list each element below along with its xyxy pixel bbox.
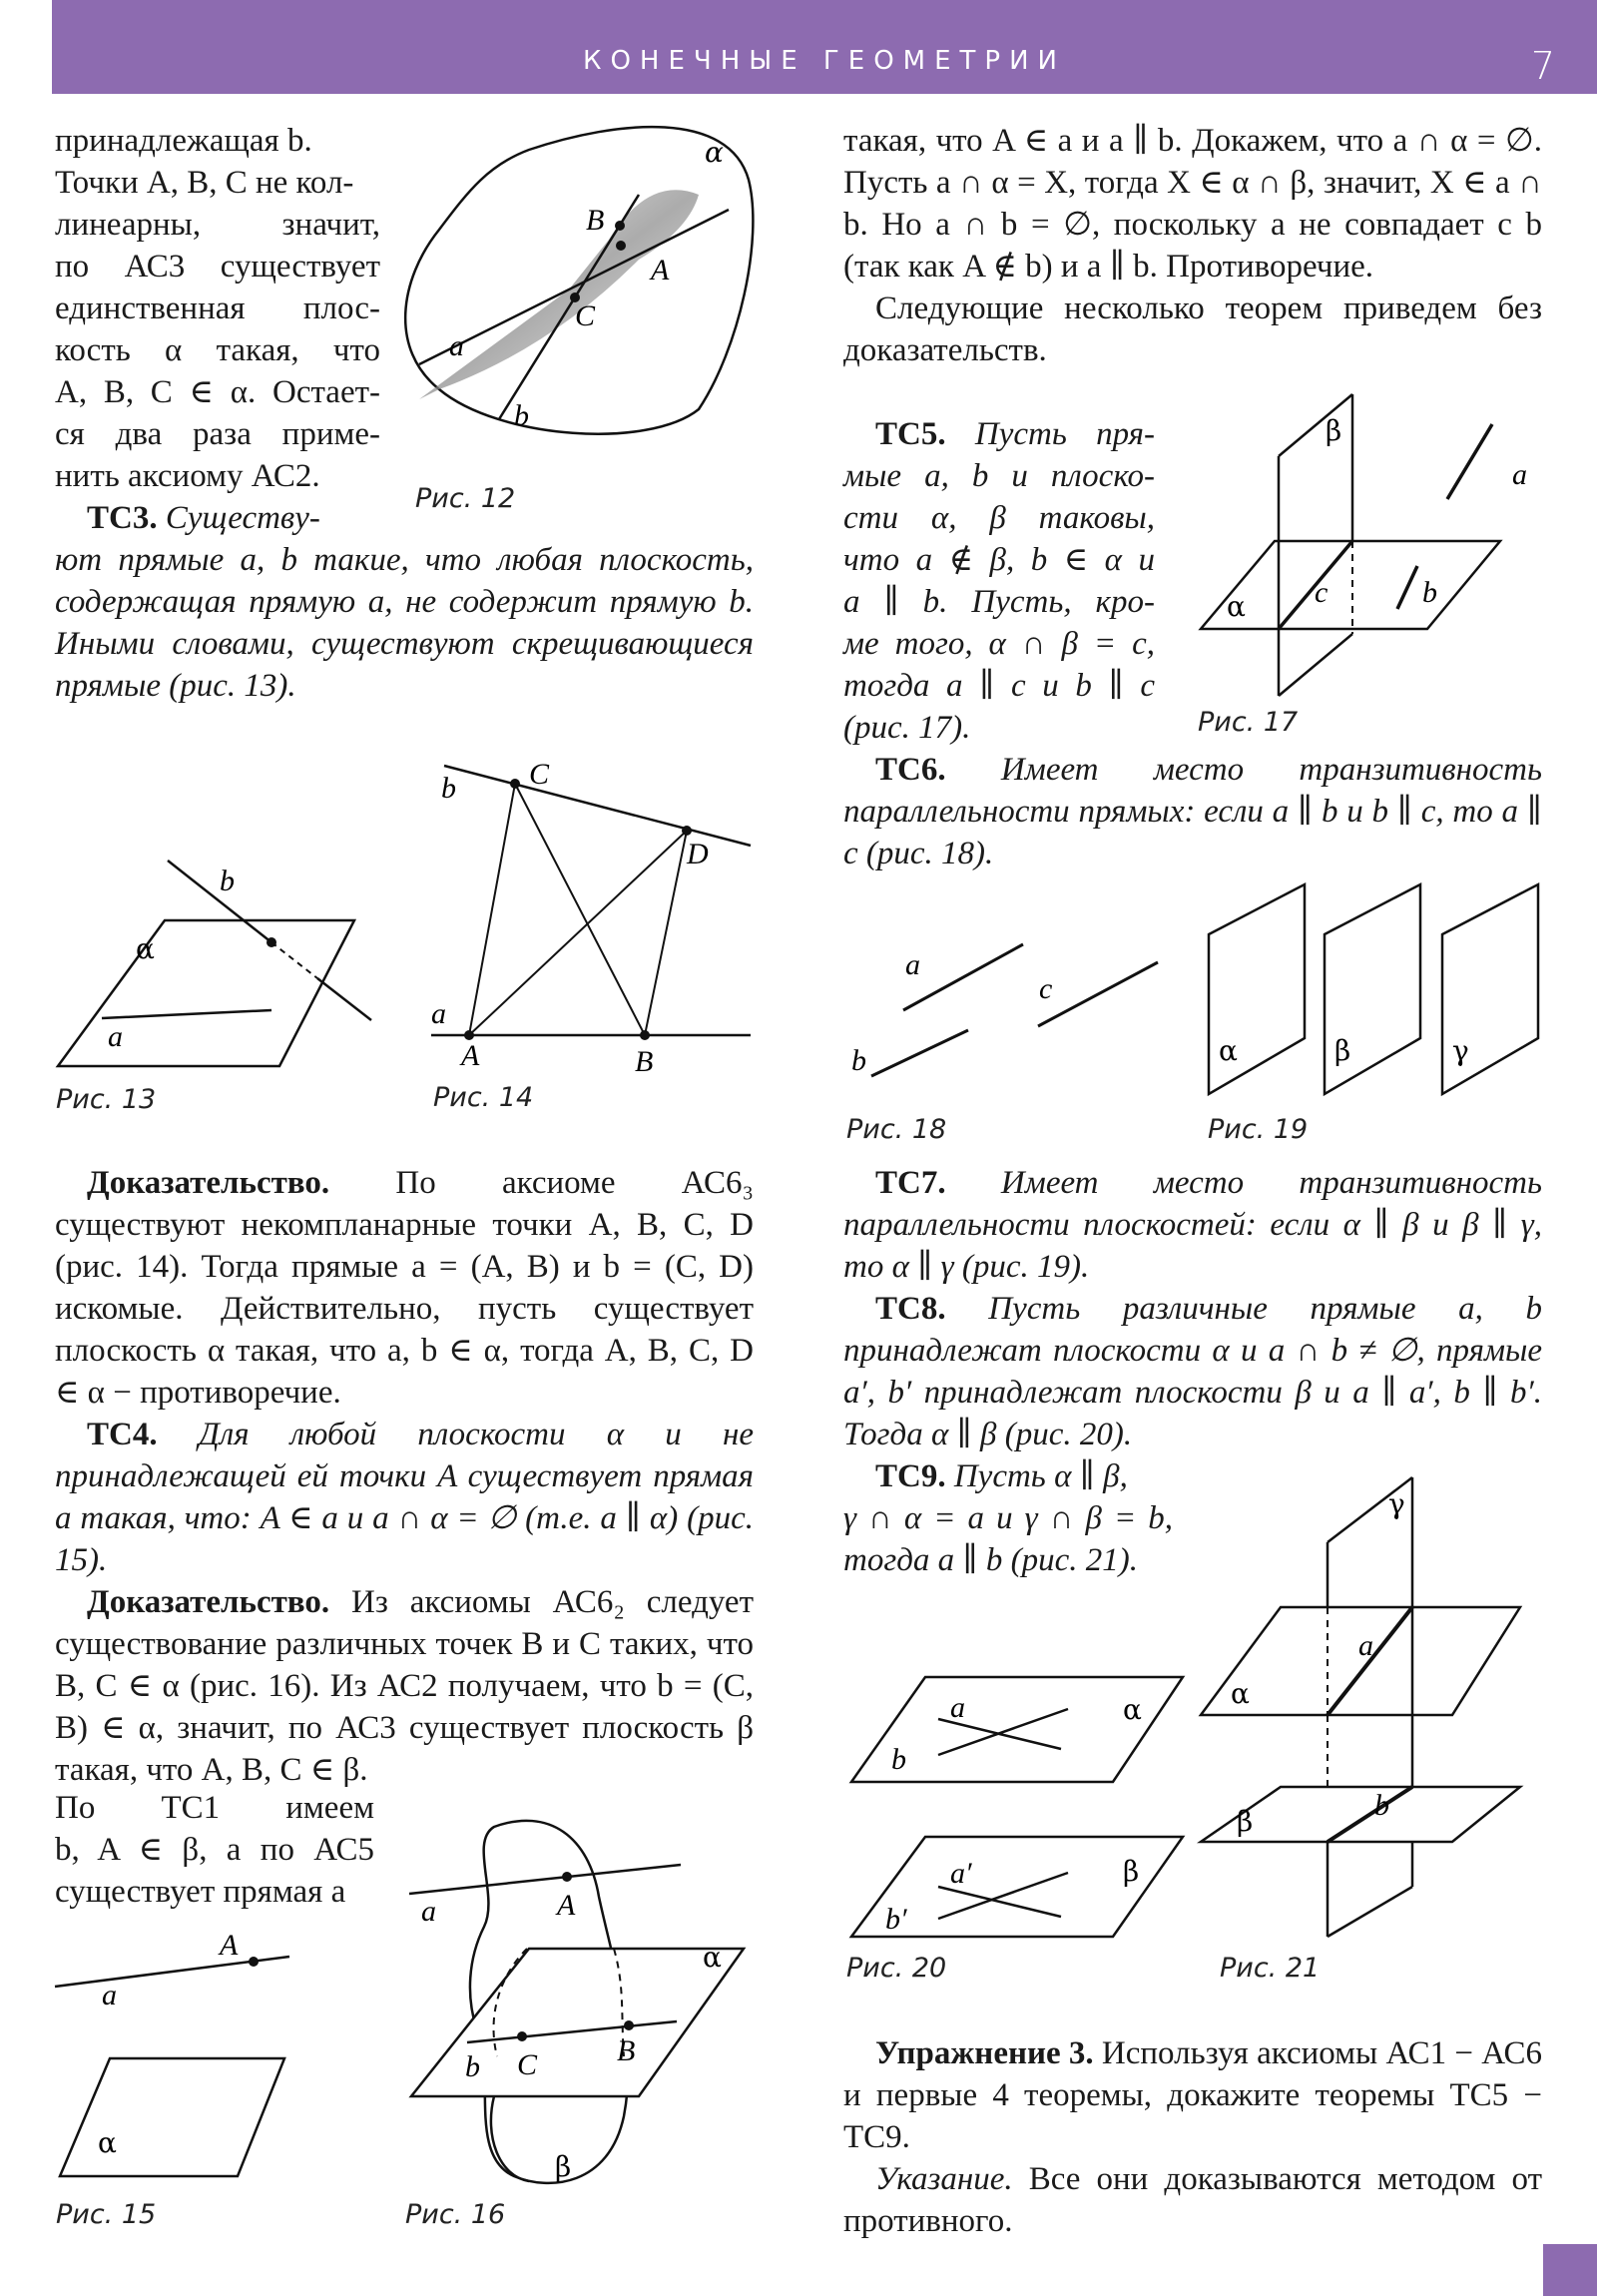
text-line: принадлежащая b. bbox=[55, 123, 312, 159]
text-line: по АС3 существует bbox=[55, 249, 380, 285]
label-a: a bbox=[950, 1691, 965, 1724]
label-C: C bbox=[575, 299, 596, 332]
label-beta: β bbox=[1123, 1855, 1140, 1888]
figure-18 bbox=[843, 938, 1173, 1098]
text-line: единственная плос- bbox=[55, 290, 380, 326]
label-C: C bbox=[529, 758, 550, 791]
theorem-text: Для любой плоскости α и не принадлежащей ей точки A существует прямая a такая, что: A ∈ a и a ∩ α = ∅ (т.е. a ∥ α) (рис. 15). bbox=[55, 1417, 755, 1578]
exercise-paragraph bbox=[843, 2032, 1542, 2242]
corner-tab bbox=[1543, 2244, 1597, 2296]
text-line: Точки A, B, C не кол- bbox=[55, 165, 354, 201]
label-a: a bbox=[905, 948, 920, 981]
label-alpha: α bbox=[1123, 1693, 1142, 1726]
figure-17 bbox=[1193, 384, 1552, 704]
line-c bbox=[1038, 962, 1158, 1026]
text-line: кость α такая, что bbox=[55, 332, 380, 368]
text-line: ме того, α ∩ β = c, bbox=[843, 626, 1155, 662]
theorem-label: ТС4. bbox=[87, 1417, 158, 1452]
label-D: D bbox=[687, 838, 709, 870]
text-line: нить аксиому АС2. bbox=[55, 458, 320, 494]
label-B: B bbox=[617, 2034, 636, 2067]
label-a-prime: a′ bbox=[950, 1857, 972, 1890]
left-intro-paragraph bbox=[55, 120, 380, 497]
line-b bbox=[317, 978, 371, 1020]
text-line: существует прямая a bbox=[55, 1874, 346, 1910]
text-line: линеарны, значит, bbox=[55, 207, 380, 243]
text-line: что a ∉ β, b ∈ α и bbox=[843, 542, 1155, 578]
figure-14 bbox=[429, 754, 759, 1083]
label-a: a bbox=[108, 1020, 123, 1053]
label-b: b bbox=[851, 1044, 866, 1077]
point-a bbox=[616, 241, 626, 251]
tc5-paragraph bbox=[843, 413, 1155, 749]
plane-alpha bbox=[58, 920, 354, 1066]
line-a bbox=[1447, 424, 1492, 499]
text-line: Пусть пря- bbox=[974, 416, 1155, 452]
label-A: A bbox=[461, 1039, 480, 1072]
line-b-hidden bbox=[271, 942, 317, 978]
theorem-text: Имеет место транзитивность параллельности плоскостей: если α ∥ β и β ∥ γ, то α ∥ γ (рис. 19). bbox=[843, 1165, 1543, 1285]
label-beta: β bbox=[1334, 1034, 1351, 1067]
tc7-tc8-paragraph bbox=[843, 1162, 1542, 1455]
label-a: a bbox=[421, 1895, 436, 1928]
text-line: (рис. 17). bbox=[843, 710, 971, 746]
exercise-text: Используя аксиомы АС1 − АС6 и первые 4 теоремы, докажите теоремы ТС5 − ТС9. bbox=[843, 2035, 1542, 2155]
theorem-label: ТС7. bbox=[875, 1165, 946, 1201]
caption-fig17: Рис. 17 bbox=[1198, 707, 1299, 738]
line-a bbox=[102, 1010, 271, 1018]
point-c bbox=[517, 2031, 527, 2041]
label-A: A bbox=[220, 1929, 239, 1962]
point-a bbox=[249, 1957, 259, 1967]
line-b bbox=[444, 766, 751, 846]
running-title: КОНЕЧНЫЕ ГЕОМЕТРИИ bbox=[583, 46, 1066, 76]
page-number: 7 bbox=[1530, 44, 1555, 88]
text-line: b, A ∈ β, а по АС5 bbox=[55, 1832, 374, 1868]
caption-fig14: Рис. 14 bbox=[433, 1082, 534, 1113]
label-c: c bbox=[1039, 972, 1053, 1005]
point-b bbox=[615, 221, 625, 231]
label-a: a bbox=[449, 329, 464, 362]
theorem-label: ТС6. bbox=[875, 752, 946, 788]
label-c: c bbox=[1315, 576, 1329, 609]
line-a bbox=[409, 1865, 681, 1894]
theorem-label: ТС5. bbox=[875, 416, 946, 452]
label-b: b bbox=[1422, 576, 1437, 609]
line-a bbox=[903, 944, 1023, 1010]
label-beta: β bbox=[1237, 1805, 1254, 1838]
label-beta: β bbox=[555, 2150, 572, 2183]
label-b: b bbox=[441, 772, 456, 805]
point-a bbox=[562, 1872, 572, 1882]
caption-fig13: Рис. 13 bbox=[56, 1084, 157, 1115]
caption-fig16: Рис. 16 bbox=[405, 2199, 506, 2230]
label-gamma: γ bbox=[1452, 1034, 1469, 1067]
text-line: сти α, β таковы, bbox=[843, 500, 1155, 536]
text-line: По ТС1 имеем bbox=[55, 1790, 374, 1826]
text-line: ся два раза приме- bbox=[55, 416, 380, 452]
text-line: тогда a ∥ b (рис. 21). bbox=[843, 1542, 1139, 1578]
text-line: тогда a ∥ c и b ∥ c bbox=[843, 668, 1155, 704]
label-a: a bbox=[431, 997, 446, 1030]
plane-beta-outline bbox=[491, 2096, 529, 2181]
line-a bbox=[419, 210, 729, 364]
exercise-label: Упражнение 3. bbox=[875, 2035, 1094, 2071]
hint-label: Указание. bbox=[875, 2161, 1013, 2197]
label-alpha: α bbox=[1227, 590, 1246, 623]
label-b: b bbox=[465, 2050, 480, 2083]
plane-gamma-edge bbox=[1328, 1887, 1412, 1937]
label-a: a bbox=[1358, 1629, 1373, 1662]
page-header bbox=[52, 0, 1597, 94]
figure-20 bbox=[843, 1667, 1203, 1977]
label-b-prime: b′ bbox=[885, 1903, 907, 1936]
theorem-text: Существу- bbox=[165, 500, 320, 536]
figure-15 bbox=[50, 1927, 349, 2186]
figure-19 bbox=[1203, 878, 1552, 1098]
point-b bbox=[624, 2020, 634, 2030]
caption-fig18: Рис. 18 bbox=[846, 1114, 947, 1145]
label-a: a bbox=[1512, 458, 1527, 491]
tc9-paragraph bbox=[843, 1455, 1173, 1581]
label-b: b bbox=[220, 864, 235, 897]
proof-label: Доказательство. bbox=[87, 1584, 330, 1620]
intersection-point bbox=[266, 937, 276, 947]
label-gamma: γ bbox=[1388, 1487, 1405, 1520]
point-b bbox=[640, 1030, 650, 1040]
line-b bbox=[871, 1030, 968, 1076]
caption-fig15: Рис. 15 bbox=[56, 2199, 157, 2230]
caption-fig19: Рис. 19 bbox=[1208, 1114, 1309, 1145]
theorem-text: ют прямые a, b такие, что любая плоскость, содержащая прямую a, не содержит прямую b. Иными словами, существуют скрещивающиеся прямые (рис. 13). bbox=[55, 542, 754, 704]
label-alpha: α bbox=[703, 1941, 722, 1974]
text-line: A, B, C ∈ α. Остает- bbox=[55, 374, 380, 410]
label-B: B bbox=[586, 204, 605, 237]
label-alpha: α bbox=[1219, 1034, 1238, 1067]
label-b: b bbox=[1374, 1789, 1389, 1822]
label-alpha: α bbox=[705, 136, 724, 169]
hint-text: Все они доказываются методом от противного. bbox=[843, 2161, 1542, 2239]
proof1-paragraph bbox=[55, 1162, 754, 1791]
figure-12 bbox=[399, 120, 779, 449]
plane-alpha bbox=[60, 2058, 284, 2176]
plane-beta-edge bbox=[1279, 634, 1352, 696]
proof-label: Доказательство. bbox=[87, 1165, 330, 1201]
label-alpha: α bbox=[98, 2126, 117, 2159]
figure-21 bbox=[1193, 1467, 1552, 1967]
label-b: b bbox=[891, 1743, 906, 1776]
caption-fig21: Рис. 21 bbox=[1220, 1953, 1321, 1984]
label-alpha: α bbox=[136, 932, 155, 965]
label-alpha: α bbox=[1231, 1677, 1250, 1710]
theorem-text: Имеет место транзитивность параллельности прямых: если a ∥ b и b ∥ c, то a ∥ c (рис. 18). bbox=[843, 752, 1543, 871]
segment bbox=[515, 784, 645, 1035]
point-d bbox=[682, 826, 692, 836]
tc3-paragraph bbox=[55, 539, 754, 707]
caption-fig12: Рис. 12 bbox=[415, 483, 516, 514]
text-line: Пусть α ∥ β, bbox=[953, 1458, 1128, 1494]
line-b bbox=[1397, 566, 1417, 609]
figure-16 bbox=[399, 1817, 759, 2196]
label-B: B bbox=[635, 1045, 654, 1078]
right-intro-paragraph bbox=[843, 120, 1542, 371]
point-c bbox=[510, 779, 520, 789]
tc6-paragraph bbox=[843, 749, 1542, 874]
theorem-label: ТС9. bbox=[875, 1458, 946, 1494]
segment bbox=[645, 831, 687, 1035]
theorem-text: Пусть различные прямые a, b принадлежат плоскости α и a ∩ b ≠ ∅, прямые a′, b′ принадлежат плоскости β и a ∥ a′, b ∥ b′. Тогда α ∥ β (рис. 20). bbox=[843, 1291, 1542, 1452]
text-line: a ∥ b. Пусть, кро- bbox=[843, 584, 1155, 620]
text-line: мые a, b и плоско- bbox=[843, 458, 1155, 494]
tc3-first-line bbox=[55, 497, 380, 539]
label-b: b bbox=[514, 399, 529, 432]
left-final-paragraph bbox=[55, 1787, 374, 1913]
theorem-label: ТС8. bbox=[875, 1291, 946, 1327]
plane-alpha bbox=[411, 1949, 744, 2096]
proof-text: такая, что A ∈ a и a ∥ b. Докажем, что a ∩ α = ∅. Пусть a ∩ α = X, тогда X ∈ α ∩ β, значит, X ∈ a ∩ b. Но a ∩ b = ∅, поскольку a не совпадает с b (так как A ∉ b) и a ∥ b. Противоречие. bbox=[843, 123, 1542, 285]
label-A: A bbox=[557, 1889, 576, 1922]
text-line: γ ∩ α = a и γ ∩ β = b, bbox=[843, 1500, 1173, 1536]
label-a: a bbox=[102, 1979, 117, 2011]
label-beta: β bbox=[1326, 414, 1342, 447]
text-paragraph: Следующие несколько теорем приведем без доказательств. bbox=[843, 290, 1542, 368]
plane-alpha bbox=[1201, 541, 1500, 629]
theorem-label: ТС3. bbox=[87, 500, 158, 536]
proof-text: По аксиоме АС6₃ существуют некомпланарные точки A, B, C, D (рис. 14). Тогда прямые a = (A, B) и b = (C, D) искомые. Действительно, пусть существует плоскость α такая, что a, b ∈ α, тогда A, B, C, D ∈ α − противоречие. bbox=[55, 1165, 754, 1411]
label-A: A bbox=[651, 254, 670, 287]
proof-text: Из аксиомы АС6₂ следует существование различных точек B и C таких, что B, C ∈ α (рис. 16). Из АС2 получаем, что b = (C, B) ∈ α, значит, по АС3 существует плоскость β такая, что A, B, C ∈ β. bbox=[55, 1584, 754, 1788]
caption-fig20: Рис. 20 bbox=[846, 1953, 947, 1984]
label-C: C bbox=[517, 2048, 538, 2081]
figure-13 bbox=[50, 849, 389, 1078]
